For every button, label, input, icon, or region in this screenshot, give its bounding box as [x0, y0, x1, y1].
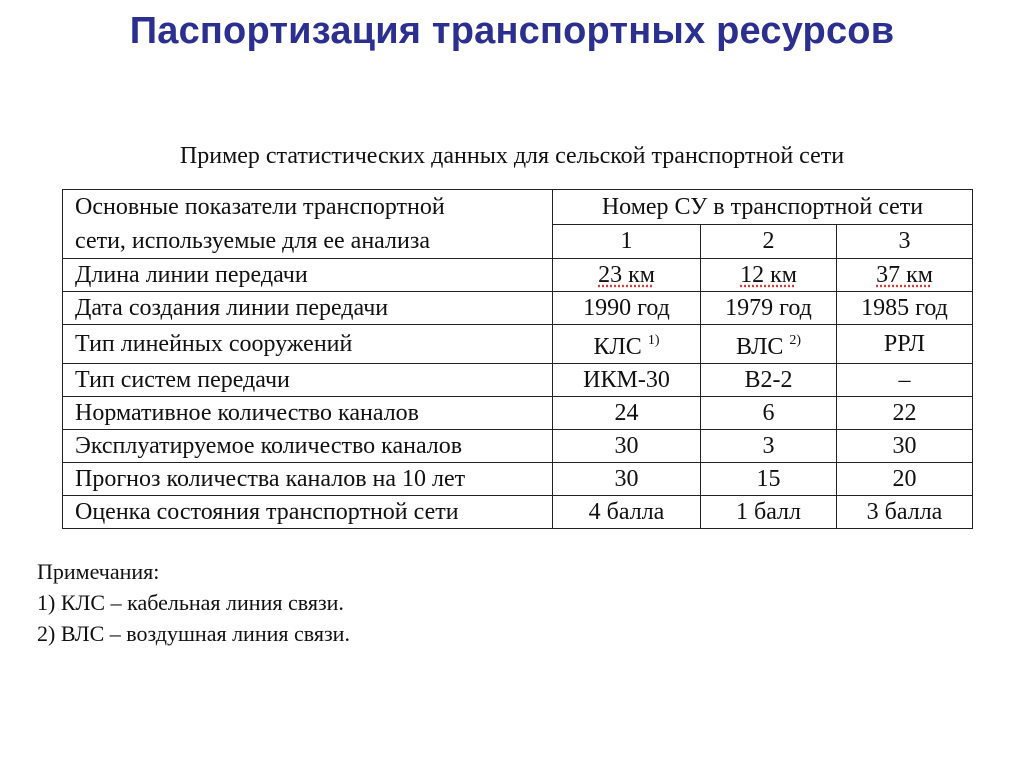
header-node-number: Номер СУ в транспортной сети [553, 190, 973, 225]
table-row [63, 364, 973, 397]
footnote-marker: 1) [647, 333, 660, 348]
notes-heading: Примечания: [37, 559, 160, 584]
column-header-2: 2 [701, 224, 837, 259]
table-cell: 20 [837, 463, 973, 496]
footnote-marker: 2) [789, 333, 802, 348]
header-indicators-line2: сети, используемые для ее анализа [75, 228, 430, 254]
row-label: Оценка состояния транспортной сети [63, 496, 553, 529]
notes-block [37, 556, 350, 649]
table-cell: 30 [553, 463, 701, 496]
table-cell: 30 [553, 430, 701, 463]
table-cell: 24 [553, 397, 701, 430]
table-cell: 4 балла [553, 496, 701, 529]
table-cell [553, 325, 701, 364]
table-row [63, 292, 973, 325]
table-cell: В2-2 [701, 364, 837, 397]
table-cell: 1979 год [701, 292, 837, 325]
row-label: Тип систем передачи [63, 364, 553, 397]
table-cell: 37 км [876, 262, 933, 288]
table-cell: 3 балла [837, 496, 973, 529]
table-row [63, 463, 973, 496]
row-label: Эксплуатируемое количество каналов [63, 430, 553, 463]
header-indicators-line1: Основные показатели транспортной [75, 194, 445, 220]
table-cell: ИКМ-30 [553, 364, 701, 397]
table-row [63, 496, 973, 529]
table-cell: 12 км [740, 262, 797, 288]
table-caption: Пример статистических данных для сельской транспортной сети [179, 143, 845, 169]
slide-title: Паспортизация транспортных ресурсов [129, 10, 895, 52]
table-cell: – [837, 364, 973, 397]
row-label: Прогноз количества каналов на 10 лет [63, 463, 553, 496]
table-cell: 1990 год [553, 292, 701, 325]
table-row [63, 325, 973, 364]
table-cell: 1985 год [837, 292, 973, 325]
column-header-1: 1 [553, 224, 701, 259]
table-row [63, 397, 973, 430]
row-label: Длина линии передачи [63, 259, 553, 292]
header-indicators-cell [63, 190, 553, 259]
table-cell: 30 [837, 430, 973, 463]
table-cell: 22 [837, 397, 973, 430]
row-label: Тип линейных сооружений [63, 325, 553, 364]
table-cell [701, 325, 837, 364]
table-row [63, 430, 973, 463]
table-cell: 1 балл [701, 496, 837, 529]
note-item: 2) ВЛС – воздушная линия связи. [37, 621, 350, 646]
table-cell: 23 км [598, 262, 655, 288]
cell-value: КЛС [593, 334, 642, 360]
table-cell: 6 [701, 397, 837, 430]
table-cell: 3 [701, 430, 837, 463]
table-cell: 15 [701, 463, 837, 496]
row-label: Дата создания линии передачи [63, 292, 553, 325]
column-header-3: 3 [837, 224, 973, 259]
table-row [63, 259, 973, 292]
note-item: 1) КЛС – кабельная линия связи. [37, 590, 344, 615]
table-cell: РРЛ [837, 325, 973, 364]
cell-value: ВЛС [735, 334, 784, 360]
row-label: Нормативное количество каналов [63, 397, 553, 430]
statistics-table [62, 189, 973, 529]
